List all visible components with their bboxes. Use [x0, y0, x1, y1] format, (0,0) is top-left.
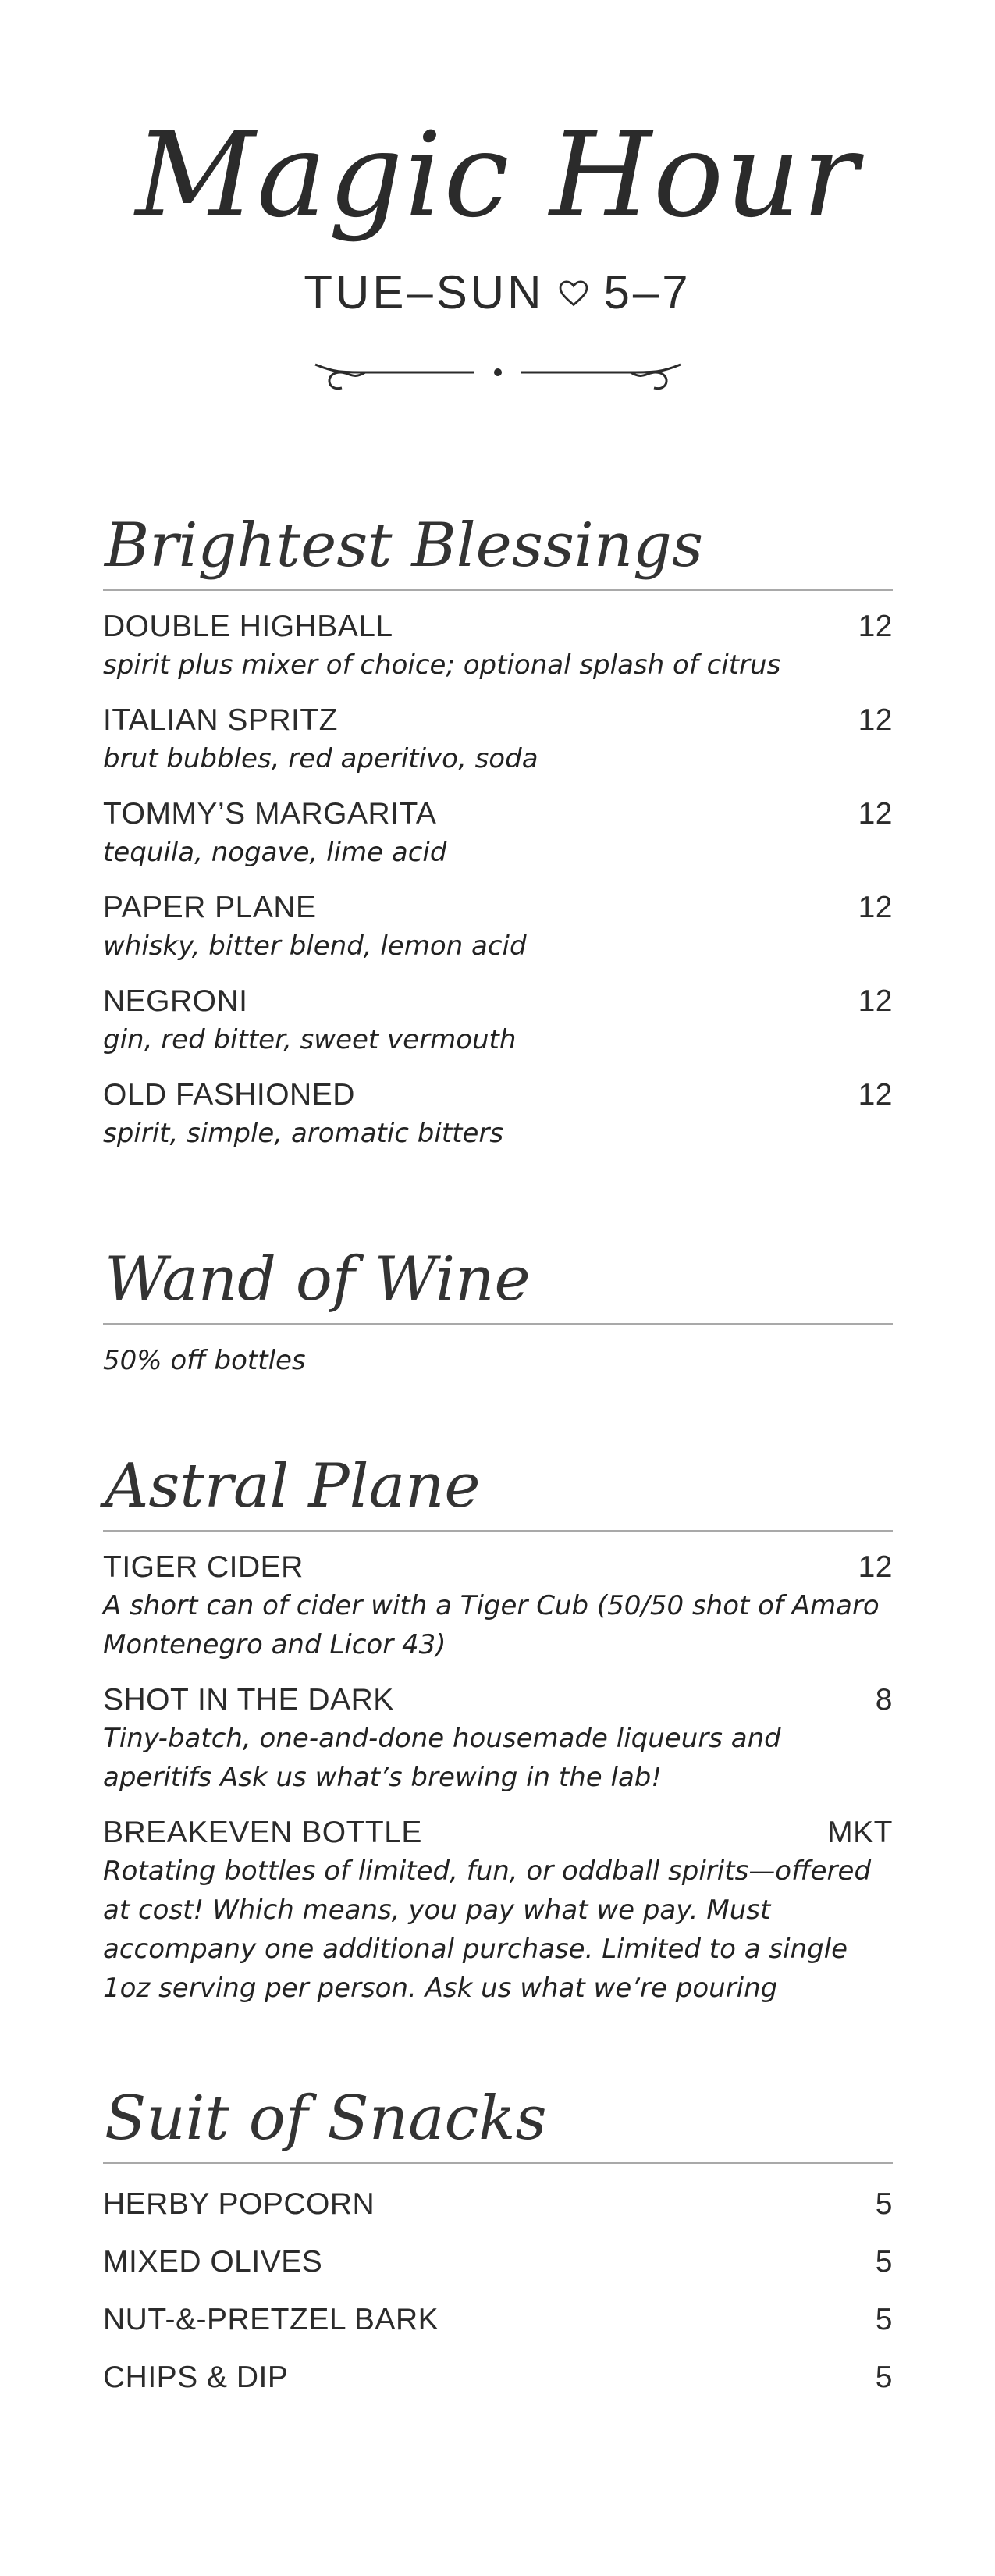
item-price: 5	[875, 2186, 893, 2221]
snack-item	[103, 2303, 893, 2337]
menu-item	[103, 1816, 893, 2008]
ornamental-divider-icon	[311, 349, 685, 404]
section-title: Suit of Snacks	[105, 2083, 547, 2154]
menu-item	[103, 797, 893, 872]
hours-line	[0, 265, 995, 319]
menu-item	[103, 1683, 893, 1797]
item-price: 5	[875, 2244, 893, 2279]
snack-item	[103, 2245, 893, 2279]
days-label: TUE–SUN	[304, 266, 545, 318]
item-description: Rotating bottles of limited, fun, or oddball spirits—offered at cost! Which means, you pay what we pay. Must accompany one additional purchase. Limited to a single 1oz serving per person. Ask us what we’re pouring	[103, 1855, 872, 2004]
item-price: 5	[875, 2302, 893, 2336]
wine-note: 50% off bottles	[103, 1344, 306, 1376]
menu-item	[103, 610, 893, 685]
item-price: 12	[858, 796, 893, 831]
item-name: NUT-&-PRETZEL BARK	[103, 2302, 439, 2336]
item-description: gin, red bitter, sweet vermouth	[103, 1023, 517, 1055]
section-brightest-blessings	[103, 511, 893, 1153]
item-price: 12	[858, 984, 893, 1018]
menu-item	[103, 1550, 893, 1664]
item-price: 12	[858, 890, 893, 924]
item-name: HERBY POPCORN	[103, 2186, 375, 2221]
section-astral-plane	[103, 1452, 893, 2008]
section-divider	[103, 589, 893, 591]
item-price: 8	[875, 1682, 893, 1717]
menu-title: Magic Hour	[135, 108, 860, 244]
item-price: 12	[858, 1550, 893, 1584]
menu-header	[0, 108, 995, 404]
item-name: BREAKEVEN BOTTLE	[103, 1815, 422, 1849]
snack-item	[103, 2187, 893, 2222]
section-divider	[103, 1323, 893, 1325]
item-description: whisky, bitter blend, lemon acid	[103, 930, 527, 962]
section-title: Astral Plane	[105, 1451, 481, 1521]
section-suit-of-snacks	[103, 2084, 893, 2395]
item-price: 12	[858, 1077, 893, 1112]
section-title: Brightest Blessings	[105, 511, 704, 581]
item-name: CHIPS & DIP	[103, 2360, 289, 2394]
item-name: SHOT IN THE DARK	[103, 1682, 394, 1717]
item-name: OLD FASHIONED	[103, 1077, 355, 1112]
hours-label: 5–7	[603, 266, 691, 318]
item-description: tequila, nogave, lime acid	[103, 836, 447, 868]
section-divider	[103, 2162, 893, 2164]
item-description: spirit plus mixer of choice; optional splash of citrus	[103, 649, 781, 681]
item-name: PAPER PLANE	[103, 890, 317, 924]
snack-item	[103, 2361, 893, 2395]
section-wand-of-wine	[103, 1245, 893, 1376]
item-name: ITALIAN SPRITZ	[103, 703, 338, 737]
section-title: Wand of Wine	[105, 1244, 531, 1315]
item-name: MIXED OLIVES	[103, 2244, 323, 2279]
item-name: NEGRONI	[103, 984, 248, 1018]
section-divider	[103, 1530, 893, 1532]
item-description: Tiny-batch, one-and-done housemade liqueurs and aperitifs Ask us what’s brewing in the lab!	[103, 1722, 781, 1793]
item-description: brut bubbles, red aperitivo, soda	[103, 742, 538, 774]
item-name: DOUBLE HIGHBALL	[103, 609, 393, 643]
item-name: TOMMY’S MARGARITA	[103, 796, 437, 831]
item-price: 5	[875, 2360, 893, 2394]
menu-item	[103, 984, 893, 1059]
menu-item	[103, 891, 893, 966]
item-price: MKT	[827, 1815, 893, 1849]
item-price: 12	[858, 609, 893, 643]
heart-icon	[556, 276, 591, 310]
item-price: 12	[858, 703, 893, 737]
item-description: A short can of cider with a Tiger Cub (50/50 shot of Amaro Montenegro and Licor 43)	[103, 1589, 880, 1660]
menu-item	[103, 703, 893, 778]
menu-item	[103, 1078, 893, 1153]
item-name: TIGER CIDER	[103, 1550, 304, 1584]
item-description: spirit, simple, aromatic bitters	[103, 1117, 504, 1149]
